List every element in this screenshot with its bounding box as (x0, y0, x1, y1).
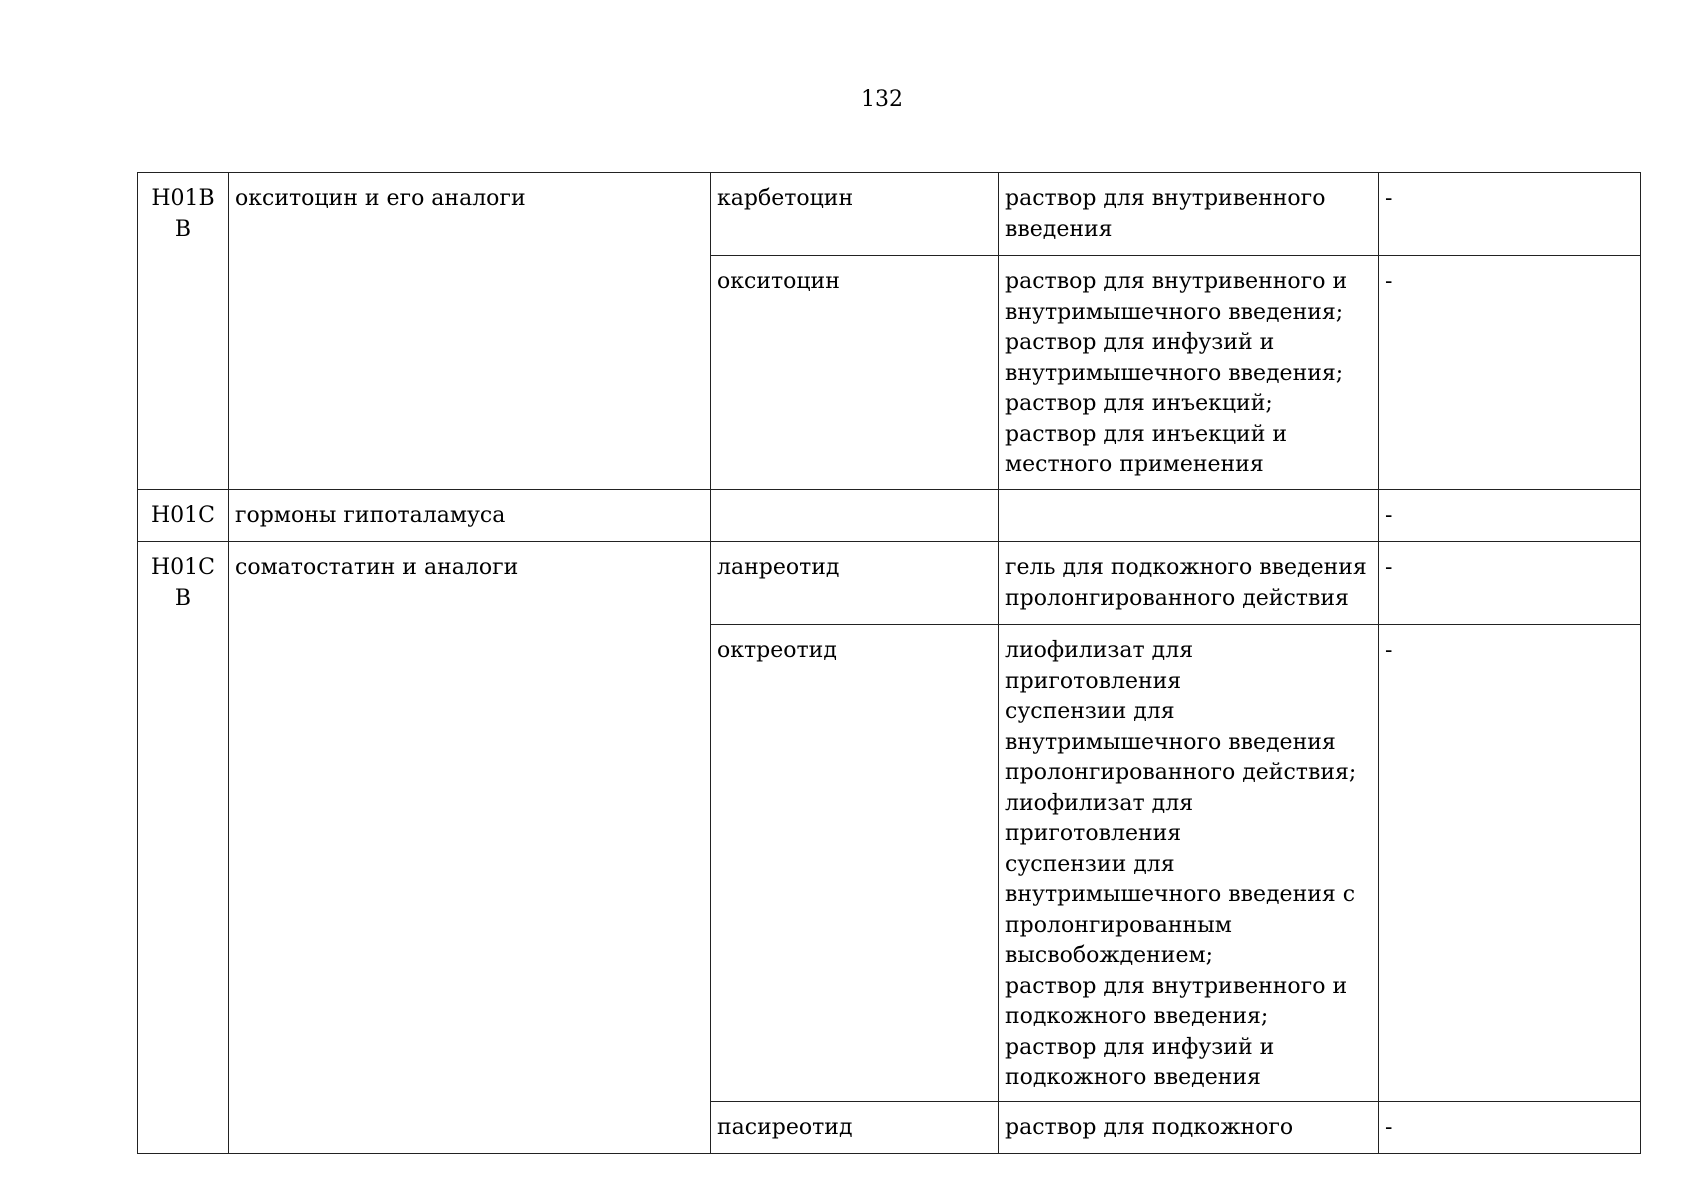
drug-name: пасиреотид (717, 1114, 853, 1140)
dosage-form-line: лиофилизат для приготовления (1005, 638, 1194, 694)
page-number (0, 86, 1698, 114)
note-text: - (1385, 186, 1393, 211)
drug-name-cell (711, 1101, 999, 1153)
dosage-form-cell (999, 542, 1379, 625)
note-text: - (1385, 1114, 1393, 1140)
atc-code-line: H01C (150, 503, 215, 528)
dosage-form-line: местного применения (1005, 452, 1264, 477)
atc-code-line: H01C (150, 555, 215, 580)
dosage-form-line: лиофилизат для приготовления (1005, 790, 1194, 846)
dosage-form-line: подкожного введения; (1005, 1004, 1269, 1029)
dosage-form-line: раствор для внутривенного и (1005, 269, 1348, 294)
atc-code-line: B (174, 216, 192, 242)
note-text: - (1385, 638, 1393, 663)
note-cell (1379, 542, 1641, 625)
note-text: - (1385, 269, 1393, 294)
table-row (138, 542, 1641, 625)
dosage-form-line: внутримышечного введения (1005, 729, 1336, 755)
dosage-form-line: раствор для инъекций и (1005, 421, 1288, 447)
note-text: - (1385, 555, 1393, 580)
dosage-form-line: раствор для внутривенного (1005, 186, 1326, 211)
drug-name: окситоцин (717, 269, 840, 294)
dosage-form-line: раствор для инфузий и (1005, 1034, 1275, 1060)
drug-name-cell (711, 256, 999, 490)
atc-code-cell (138, 542, 229, 1154)
dosage-form-line: внутримышечного введения; (1005, 299, 1344, 325)
drug-name: октреотид (717, 638, 837, 663)
dosage-form-line: внутримышечного введения с (1005, 882, 1356, 907)
note-text: - (1385, 503, 1393, 528)
group-name-cell (229, 490, 711, 542)
group-name-cell (229, 542, 711, 1154)
drug-name: ланреотид (717, 555, 840, 580)
note-cell (1379, 490, 1641, 542)
group-name: окситоцин и его аналоги (235, 186, 526, 211)
dosage-form-line: суспензии для (1005, 851, 1175, 877)
drug-name-cell (711, 173, 999, 256)
dosage-form-line: внутримышечного введения; (1005, 360, 1344, 386)
dosage-form-line: высвобождением; (1005, 943, 1214, 968)
dosage-form-line: раствор для инфузий и (1005, 330, 1275, 355)
dosage-form-line: раствор для инъекций; (1005, 391, 1273, 416)
dosage-form-line: пролонгированного действия; (1005, 760, 1357, 785)
dosage-form-line: подкожного введения (1005, 1065, 1261, 1090)
drug-name-cell (711, 542, 999, 625)
dosage-form-line: пролонгированным (1005, 912, 1232, 938)
drug-name-cell (711, 490, 999, 542)
note-cell (1379, 173, 1641, 256)
drug-name-cell (711, 625, 999, 1102)
table-row (138, 490, 1641, 542)
dosage-form-line: раствор для внутривенного и (1005, 973, 1348, 999)
atc-code-line: B (174, 585, 192, 611)
group-name: гормоны гипоталамуса (235, 503, 506, 528)
dosage-form-cell (999, 490, 1379, 542)
note-cell (1379, 1101, 1641, 1153)
dosage-form-line: гель для подкожного введения (1005, 555, 1367, 580)
dosage-form-cell (999, 256, 1379, 490)
table-row (138, 173, 1641, 256)
drug-table (137, 172, 1641, 1154)
atc-code-cell (138, 490, 229, 542)
dosage-form-line: раствор для подкожного (1005, 1114, 1294, 1140)
page-number-text: 132 (861, 87, 903, 112)
group-name: соматостатин и аналоги (235, 555, 519, 580)
dosage-form-line: суспензии для (1005, 699, 1175, 724)
atc-code-line: H01B (151, 186, 215, 211)
dosage-form-line: введения (1005, 216, 1113, 242)
group-name-cell (229, 173, 711, 490)
dosage-form-cell (999, 173, 1379, 256)
atc-code-cell (138, 173, 229, 490)
dosage-form-cell (999, 1101, 1379, 1153)
note-cell (1379, 256, 1641, 490)
drug-name: карбетоцин (717, 186, 854, 211)
note-cell (1379, 625, 1641, 1102)
dosage-form-cell (999, 625, 1379, 1102)
dosage-form-line: пролонгированного действия (1005, 585, 1349, 611)
